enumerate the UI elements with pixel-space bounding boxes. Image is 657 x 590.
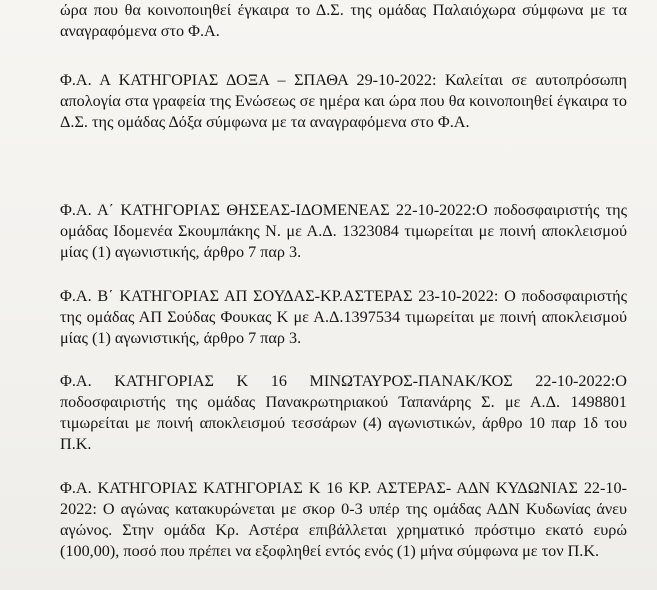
paragraph-ap-soudas-kr-asteras: Φ.Α. Β΄ ΚΑΤΗΓΟΡΙΑΣ ΑΠ ΣΟΥΔΑΣ-ΚΡ.ΑΣΤΕΡΑΣ 23-10-2022: Ο ποδοσφαιριστής της ομάδας ΑΠ Σούδας Φουκας Κ με Α.Δ.1397534 τιμωρείται με ποινή αποκλεισμού μίας (1) αγωνιστικής, άρθρο 7 παρ 3. <box>60 287 627 347</box>
paragraph-thiseas-idomeneas: Φ.Α. Α΄ ΚΑΤΗΓΟΡΙΑΣ ΘΗΣΕΑΣ-ΙΔΟΜΕΝΕΑΣ 22-10-2022:Ο ποδοσφαιριστής της ομάδας Ιδομενέα Σκουμπάκης Ν. με Α.Δ. 1323084 τιμωρείται με ποινή αποκλεισμού μίας (1) αγωνιστικής, άρθρο 7 παρ 3. <box>60 201 627 261</box>
paragraph-doxa-spatha: Φ.Α. Α ΚΑΤΗΓΟΡΙΑΣ ΔΟΞΑ – ΣΠΑΘΑ 29-10-2022: Καλείται σε αυτοπρόσωπη απολογία στα γραφεία της Ενώσεως σε ημέρα και ώρα που θα κοινοποιηθεί έγκαιρα το Δ.Σ. της ομάδας Δόξα σύμφωνα με τα αναγραφόμενα στο Φ.Α. <box>60 71 627 131</box>
paragraph-minotavros-panak: Φ.Α. ΚΑΤΗΓΟΡΙΑΣ Κ 16 ΜΙΝΩΤΑΥΡΟΣ-ΠΑΝΑΚ/ΚΟΣ 22-10-2022:Ο ποδοσφαιριστής της ομάδας Πανακρωτηριακού Ταπανάρης Σ. με Α.Δ. 1498801 τιμωρείται με ποινή αποκλεισμού τεσσάρων (4) αγωνιστικών, άρθρο 10 παρ 1δ του Π.Κ. <box>60 372 627 453</box>
paragraph-kr-asteras-adn-kydonias: Φ.Α. ΚΑΤΗΓΟΡΙΑΣ ΚΑΤΗΓΟΡΙΑΣ Κ 16 ΚΡ. ΑΣΤΕΡΑΣ- ΑΔΝ ΚΥΔΩΝΙΑΣ 22-10-2022: Ο αγώνας κατακυρώνεται με σκορ 0-3 υπέρ της ομάδας ΑΔΝ Κυδωνίας άνευ αγώνος. Στην ομάδα Κρ. Αστέρα επιβάλλεται χρηματικό πρόστιμο εκατό ευρώ (100,00), ποσό που πρέπει να εξοφληθεί εντός ενός (1) μήνα σύμφωνα με τον Π.Κ. <box>60 479 627 560</box>
paragraph-continuation: ώρα που θα κοινοποιηθεί έγκαιρα το Δ.Σ. της ομάδας Παλαιόχωρα σύμφωνα με τα αναγραφόμενα στο Φ.Α. <box>60 1 627 40</box>
